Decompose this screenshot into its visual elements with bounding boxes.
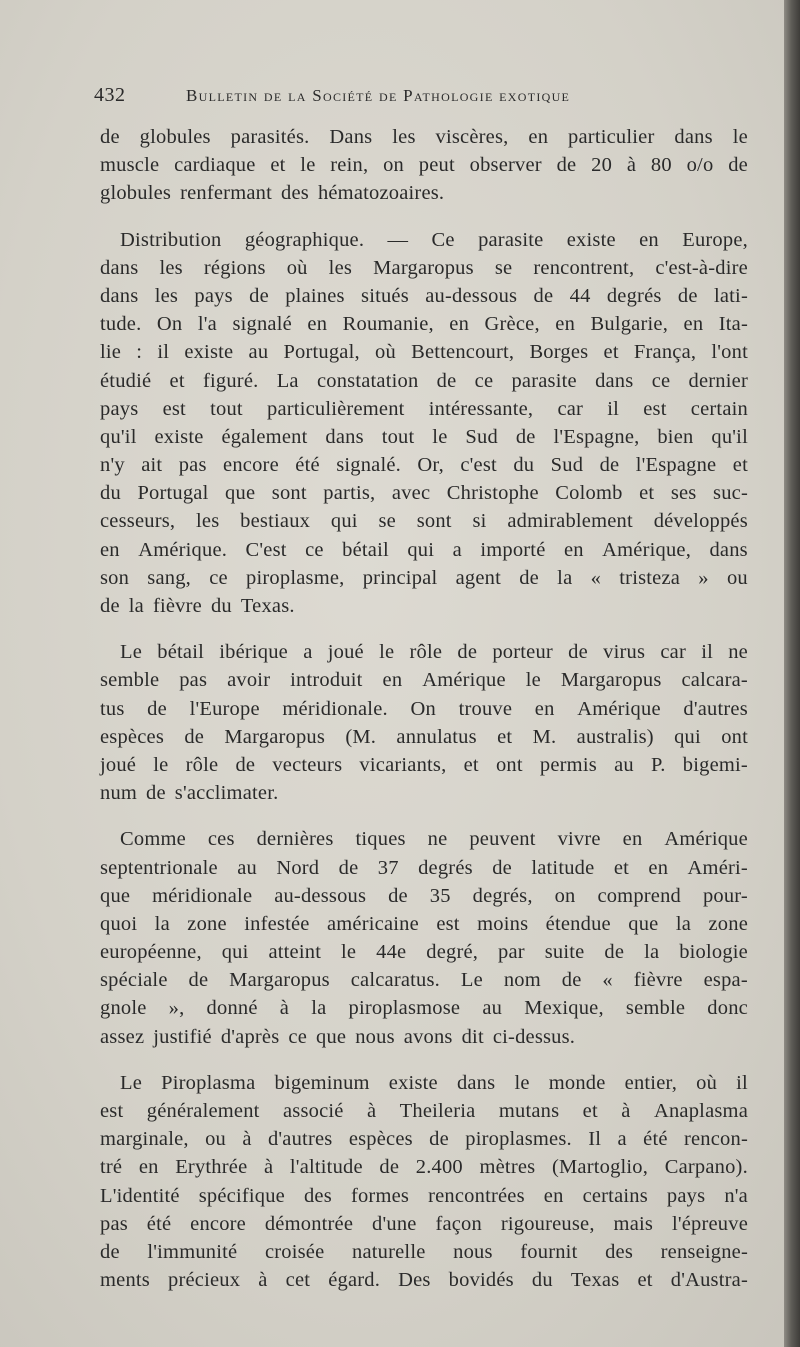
- text-line: est généralement associé à Theileria mutans et à Anaplasma: [100, 1100, 748, 1122]
- running-title: Bulletin de la Société de Pathologie exotique: [186, 86, 571, 105]
- text-line: son sang, ce piroplasme, principal agent de la « tristeza » ou: [100, 566, 748, 589]
- text-line: pays est tout particulièrement intéressante, car il est certain: [100, 397, 748, 420]
- text-line: en Amérique. C'est ce bétail qui a importé en Amérique, dans: [100, 538, 748, 561]
- text-line: cesseurs, les bestiaux qui se sont si admirablement développés: [100, 510, 748, 533]
- text-line: semble pas avoir introduit en Amérique le Margaropus calcara-: [100, 669, 748, 692]
- text-line: tré en Erythrée à l'altitude de 2.400 mètres (Martoglio, Carpano).: [100, 1156, 748, 1179]
- text-line: tus de l'Europe méridionale. On trouve en Amérique d'autres: [100, 697, 748, 720]
- text-line: dans les pays de plaines situés au-dessous de 44 degrés de lati-: [100, 284, 748, 307]
- page-number: 432: [94, 84, 126, 106]
- body-text: [100, 126, 748, 1297]
- text-line: septentrionale au Nord de 37 degrés de latitude et en Améri-: [100, 856, 748, 879]
- text-line: européenne, qui atteint le 44e degré, par suite de la biologie: [100, 941, 748, 964]
- text-line: marginale, ou à d'autres espèces de piroplasmes. Il a été rencon-: [100, 1128, 748, 1151]
- text-line: ments précieux à cet égard. Des bovidés du Texas et d'Austra-: [100, 1269, 748, 1292]
- page-header: [94, 84, 734, 114]
- text-line: globules renfermant des hématozoaires.: [100, 182, 445, 205]
- text-line: que méridionale au-dessous de 35 degrés, on comprend pour-: [100, 884, 748, 907]
- text-line: quoi la zone infestée américaine est moins étendue que la zone: [100, 912, 748, 935]
- text-line: assez justifié d'après ce que nous avons dit ci-dessus.: [100, 1025, 576, 1048]
- text-line: de globules parasités. Dans les viscères, en particulier dans le: [100, 126, 748, 148]
- text-line: du Portugal que sont partis, avec Christophe Colomb et ses suc-: [100, 482, 748, 505]
- text-line: tude. On l'a signalé en Roumanie, en Grèce, en Bulgarie, en Ita-: [100, 313, 748, 336]
- text-line: num de s'acclimater.: [100, 782, 279, 805]
- text-line: gnole », donné à la piroplasmose au Mexique, semble donc: [100, 997, 748, 1020]
- text-line: Le bétail ibérique a joué le rôle de porteur de virus car il ne: [120, 641, 748, 664]
- text-line: Comme ces dernières tiques ne peuvent vivre en Amérique: [120, 828, 748, 851]
- text-line: de l'immunité croisée naturelle nous fournit des renseigne-: [100, 1240, 748, 1263]
- text-line: L'identité spécifique des formes rencontrées en certains pays n'a: [100, 1184, 748, 1207]
- text-line: espèces de Margaropus (M. annulatus et M. australis) qui ont: [100, 725, 748, 748]
- text-line: joué le rôle de vecteurs vicariants, et ont permis au P. bigemi-: [100, 753, 748, 776]
- text-line: muscle cardiaque et le rein, on peut observer de 20 à 80 o/o de: [100, 154, 748, 177]
- text-line: étudié et figuré. La constatation de ce parasite dans ce dernier: [100, 369, 748, 392]
- text-line: qu'il existe également dans tout le Sud de l'Espagne, bien qu'il: [100, 425, 748, 448]
- text-line: pas été encore démontrée d'une façon rigoureuse, mais l'épreuve: [100, 1212, 748, 1235]
- page-edge: [784, 0, 800, 1347]
- text-line: de la fièvre du Texas.: [100, 595, 295, 617]
- text-line: Le Piroplasma bigeminum existe dans le monde entier, où il: [120, 1071, 748, 1094]
- text-line: n'y ait pas encore été signalé. Or, c'est du Sud de l'Espagne et: [100, 454, 748, 477]
- text-line: dans les régions où les Margaropus se rencontrent, c'est-à-dire: [100, 256, 748, 279]
- text-line: Distribution géographique. — Ce parasite existe en Europe,: [120, 228, 748, 251]
- text-line: spéciale de Margaropus calcaratus. Le nom de « fièvre espa-: [100, 969, 748, 992]
- text-line: lie : il existe au Portugal, où Bettencourt, Borges et França, l'ont: [100, 341, 748, 364]
